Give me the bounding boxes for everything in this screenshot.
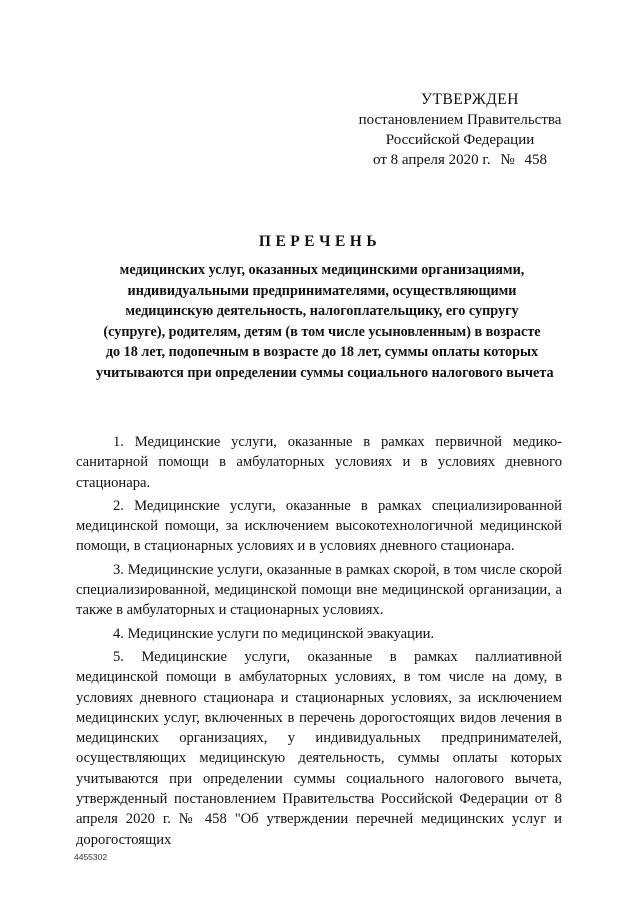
document-title: ПЕРЕЧЕНЬ (258, 233, 382, 250)
approval-date-number (330, 150, 590, 170)
list-item-3: 3. Медицинские услуги, оказанные в рамках скорой, в том числе скорой специализированной, медицинской помощи вне медицинской организации, а также в амбулаторных и стационарных условиях. (76, 561, 562, 619)
subtitle-line: учитываются при определении суммы социального налогового вычета (96, 364, 554, 381)
list-item-2: 2. Медицинские услуги, оказанные в рамках специализированной медицинской помощи, за исключением высокотехнологичной медицинской помощи, в стационарных условиях и в условиях дневного стационара. (76, 497, 562, 555)
subtitle-line: медицинскую деятельность, налогоплательщику, его супругу (125, 303, 519, 319)
approval-number-sign: № (500, 152, 515, 168)
list-item-5: 5. Медицинские услуги, оказанные в рамках паллиативной медицинской помощи в амбулаторных условиях, в том числе на дому, в условиях дневного стационара и стационарных условиях, за исключением медицинских услуг, включенных в перечень дорогостоящих видов лечения в медицинских организациях, у индивидуальных предпринимателей, осуществляющих медицинскую деятельность, суммы оплаты которых учитываются при определении суммы социального налогового вычета, утвержденный постановлением Правительства Российской Федерации от 8 апреля 2020 г. № 458 "Об утверждении перечней медицинских услуг и дорогостоящих (76, 648, 562, 848)
subtitle-line: индивидуальными предпринимателями, осуществляющими (127, 282, 517, 299)
subtitle-line: до 18 лет, подопечным в возрасте до 18 лет, суммы оплаты которых (105, 344, 539, 360)
document-body (76, 432, 562, 850)
subtitle-line: (супруге), родителям, детям (в том числе усыновленным) в возрасте (103, 323, 541, 340)
document-subtitle (96, 260, 554, 383)
document-code: 4455302 (74, 852, 108, 862)
approved-label: УТВЕРЖДЕН (421, 91, 519, 108)
list-item-4: 4. Медицинские услуги по медицинской эвакуации. (113, 625, 435, 642)
list-item-1: 1. Медицинские услуги, оказанные в рамках первичной медико-санитарной помощи в амбулаторных условиях и в условиях дневного стационара. (76, 434, 562, 491)
approval-number: 458 (524, 152, 547, 168)
approval-line-resolution: постановлением Правительства (358, 112, 562, 128)
subtitle-line: медицинских услуг, оказанных медицинскими организациями, (119, 262, 525, 278)
approval-block (330, 90, 590, 170)
approval-line-federation: Российской Федерации (385, 132, 535, 148)
approval-date: от 8 апреля 2020 г. (373, 152, 491, 168)
